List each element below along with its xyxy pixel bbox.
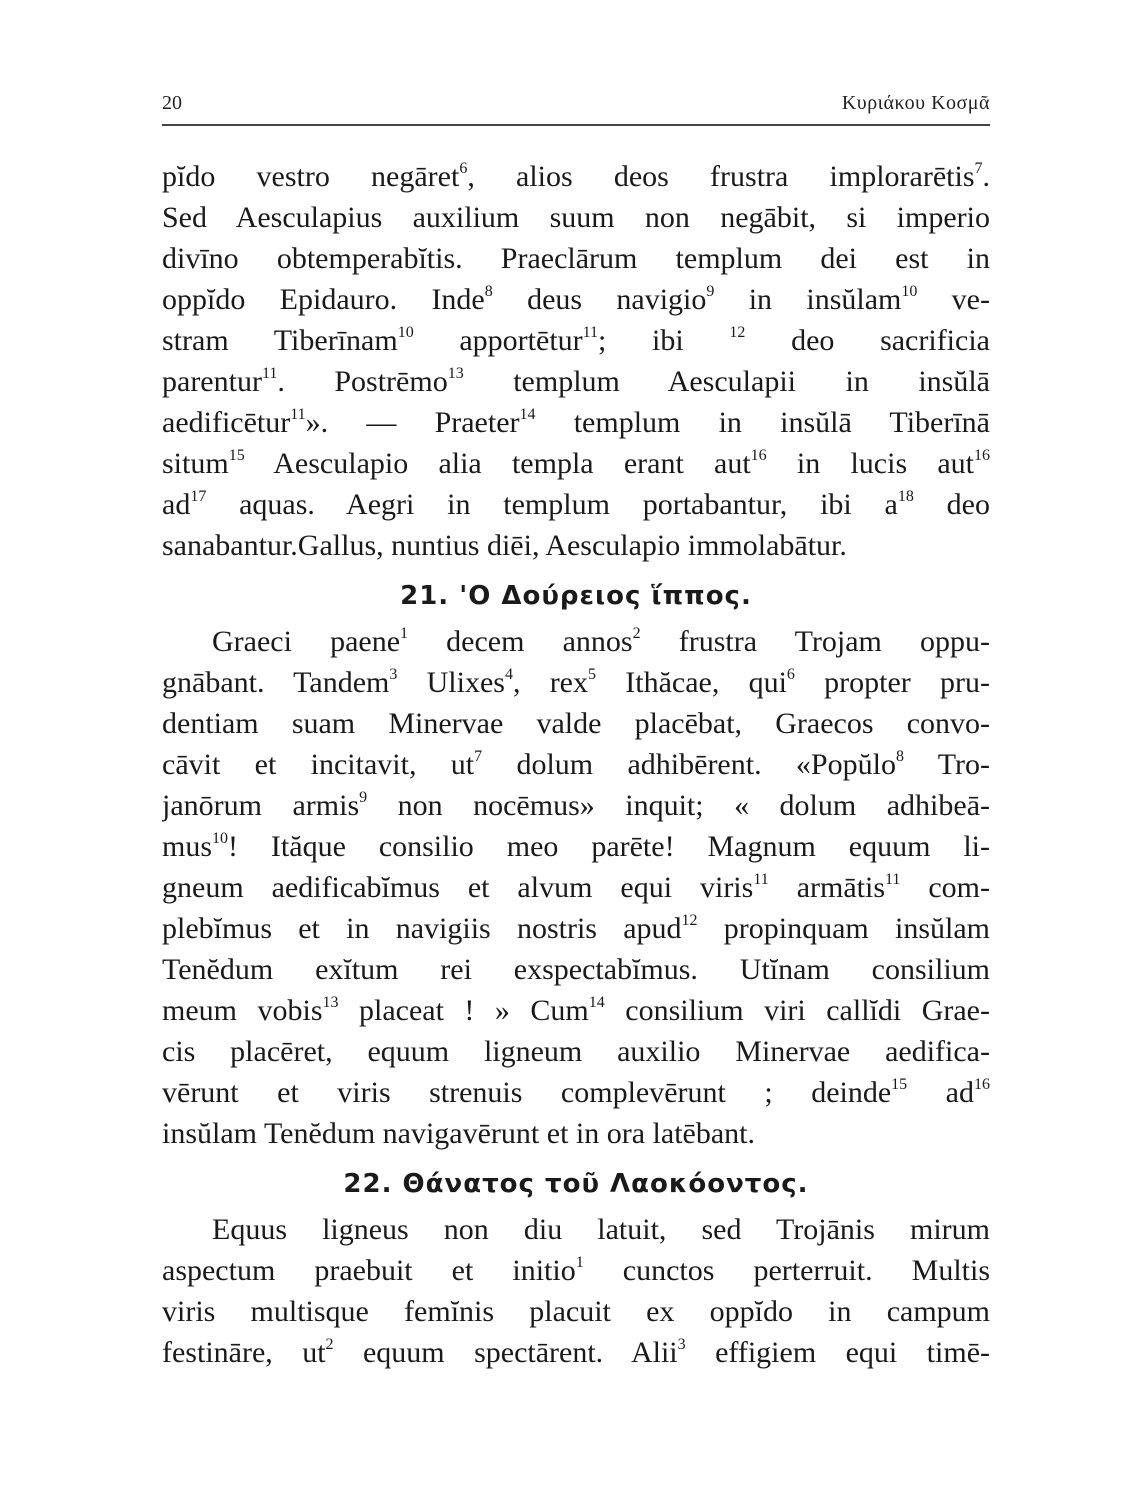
text-line — [162, 443, 990, 484]
text-run: Ithăcae, qui — [596, 666, 787, 699]
footnote-ref: 11 — [885, 871, 901, 888]
text-run: cunctos perterruit. Multis — [583, 1254, 990, 1287]
footnote-ref: 9 — [706, 283, 715, 300]
text-line — [162, 279, 990, 320]
footnote-ref: 11 — [753, 871, 769, 888]
text-run: ad — [907, 1076, 974, 1109]
text-run: dolum adhibērent. «Popŭlo — [482, 748, 896, 781]
text-line — [162, 1209, 990, 1250]
footnote-ref: 13 — [322, 994, 339, 1011]
text-run: , alios deos frustra implorarētis — [467, 160, 975, 193]
footnote-ref: 6 — [786, 666, 795, 683]
text-run: sanabantur.Gallus, nuntius diēi, Aesculapio immolabātur. — [162, 529, 847, 562]
text-run: deo — [913, 488, 990, 521]
text-run: equum spectārent. Alii — [333, 1336, 678, 1369]
text-line — [162, 402, 990, 443]
text-run: mus — [162, 830, 213, 863]
text-line — [162, 238, 990, 279]
text-run: cāvit et incitavit, ut — [162, 748, 475, 781]
body-text — [162, 156, 990, 1373]
text-run: frustra Trojam oppu- — [640, 625, 990, 658]
text-run: ; ibi — [598, 324, 730, 357]
text-run: insŭlam Tenĕdum navigavērunt et in ora latēbant. — [162, 1117, 755, 1150]
text-line — [162, 990, 990, 1031]
text-run: Tenĕdum exĭtum rei exspectabĭmus. Utĭnam consilium — [162, 953, 990, 986]
footnote-ref: 1 — [400, 625, 409, 642]
text-line — [162, 197, 990, 238]
text-run: Graeci paene — [212, 625, 401, 658]
text-run: stram Tiberīnam — [162, 324, 398, 357]
text-line — [162, 484, 990, 525]
footnote-ref: 10 — [397, 324, 414, 341]
text-run: plebĭmus et in navigiis nostris apud — [162, 912, 682, 945]
header-rule — [162, 124, 990, 126]
text-line — [162, 1291, 990, 1332]
running-header — [162, 92, 990, 118]
footnote-ref: 18 — [897, 488, 914, 505]
text-line — [162, 1072, 990, 1113]
text-run: com- — [900, 871, 990, 904]
text-run: aedificētur — [162, 406, 291, 439]
text-run: deo sacrificia — [745, 324, 990, 357]
page-number: 20 — [162, 92, 182, 114]
text-run: Equus ligneus non diu latuit, sed Trojānis mirum — [212, 1213, 990, 1246]
section-title: 21. 'Ο Δούρειος ἵππος. — [400, 581, 752, 611]
text-run: . — [982, 160, 990, 193]
text-line — [162, 525, 990, 566]
text-run: janōrum armis — [162, 789, 360, 822]
text-run: Tro- — [903, 748, 990, 781]
footnote-ref: 9 — [359, 789, 368, 806]
footnote-ref: 2 — [325, 1336, 334, 1353]
text-run: templum Aesculapii in insŭlā — [463, 365, 990, 398]
text-run: aquas. Aegri in templum portabantur, ibi a — [206, 488, 898, 521]
footnote-ref: 17 — [190, 488, 207, 505]
footnote-ref: 7 — [974, 160, 983, 177]
text-run: vērunt et viris strenuis complevērunt ; deinde — [162, 1076, 892, 1109]
text-run: propinquam insŭlam — [697, 912, 990, 945]
text-line — [162, 744, 990, 785]
text-run: Ulixes — [397, 666, 505, 699]
text-run: effigiem equi timē- — [685, 1336, 990, 1369]
text-run: oppĭdo Epidauro. Inde — [162, 283, 485, 316]
text-run: ». — Praeter — [305, 406, 520, 439]
text-run: gneum aedificabĭmus et alvum equi viris — [162, 871, 754, 904]
text-run: armātis — [768, 871, 885, 904]
text-line — [162, 867, 990, 908]
text-run: Aesculapio alia templa erant aut — [244, 447, 751, 480]
footnote-ref: 10 — [212, 830, 229, 847]
text-run: pĭdo vestro negāret — [162, 160, 460, 193]
footnote-ref: 1 — [575, 1254, 584, 1271]
footnote-ref: 7 — [474, 748, 483, 765]
footnote-ref: 3 — [389, 666, 398, 683]
text-run: cis placēret, equum ligneum auxilio Minervae aedifica- — [162, 1035, 990, 1068]
text-run: ve- — [917, 283, 990, 316]
text-run: situm — [162, 447, 229, 480]
text-line — [162, 1113, 990, 1154]
footnote-ref: 14 — [519, 406, 536, 423]
text-run: non nocēmus» inquit; « dolum adhibeā- — [367, 789, 990, 822]
text-run: gnābant. Tandem — [162, 666, 390, 699]
footnote-ref: 16 — [750, 447, 767, 464]
text-run: deus navigio — [492, 283, 707, 316]
text-run: templum in insŭlā Tiberīnā — [535, 406, 990, 439]
text-run: placeat ! » Cum — [338, 994, 589, 1027]
text-run: consilium viri callĭdi Grae- — [604, 994, 990, 1027]
footnote-ref: 15 — [228, 447, 245, 464]
text-run: dentiam suam Minervae valde placēbat, Graecos convo- — [162, 707, 990, 740]
text-run: viris multisque femĭnis placuit ex oppĭdo in campum — [162, 1295, 990, 1328]
footnote-ref: 11 — [290, 406, 306, 423]
text-run: in insŭlam — [714, 283, 902, 316]
footnote-ref: 15 — [891, 1076, 908, 1093]
text-line — [162, 703, 990, 744]
text-line — [162, 826, 990, 867]
text-line — [162, 361, 990, 402]
text-line — [162, 785, 990, 826]
text-run: divīno obtemperabĭtis. Praeclārum templum dei est in — [162, 242, 990, 275]
text-run: festināre, ut — [162, 1336, 326, 1369]
footnote-ref: 3 — [677, 1336, 686, 1353]
text-run: in lucis aut — [766, 447, 974, 480]
text-line — [162, 949, 990, 990]
footnote-ref: 14 — [588, 994, 605, 1011]
text-run: ! Ităque consilio meo parēte! Magnum equum li- — [228, 830, 990, 863]
footnote-ref: 6 — [459, 160, 468, 177]
text-line — [162, 1250, 990, 1291]
footnote-ref: 16 — [974, 447, 990, 464]
text-run: decem annos — [408, 625, 633, 658]
text-run: . Postrēmo — [277, 365, 448, 398]
footnote-ref: 2 — [632, 625, 641, 642]
footnote-ref: 12 — [681, 912, 698, 929]
text-line — [162, 662, 990, 703]
text-run: ad — [162, 488, 191, 521]
text-run: parentur — [162, 365, 262, 398]
text-line — [162, 908, 990, 949]
text-line — [162, 621, 990, 662]
footnote-ref: 8 — [484, 283, 493, 300]
text-line — [162, 1332, 990, 1373]
section-title: 22. Θάνατος τοῦ Λαοκόοντος. — [343, 1169, 809, 1199]
footnote-ref: 4 — [504, 666, 513, 683]
footnote-ref: 8 — [895, 748, 904, 765]
footnote-ref: 11 — [582, 324, 599, 341]
footnote-ref: 12 — [729, 324, 746, 341]
footnote-ref: 13 — [447, 365, 464, 382]
text-run: Sed Aesculapius auxilium suum non negābit, si imperio — [162, 201, 990, 234]
text-run: aspectum praebuit et initio — [162, 1254, 576, 1287]
text-line — [162, 320, 990, 361]
text-run: apportētur — [413, 324, 583, 357]
page — [162, 92, 990, 1369]
text-line — [162, 1031, 990, 1072]
text-line — [162, 156, 990, 197]
footnote-ref: 11 — [261, 365, 278, 382]
footnote-ref: 16 — [973, 1076, 990, 1093]
running-head-author: Κυριάκου Κοσμᾶ — [841, 92, 990, 114]
text-run: propter pru- — [794, 666, 990, 699]
text-run: meum vobis — [162, 994, 323, 1027]
footnote-ref: 5 — [588, 666, 596, 683]
text-run: , rex — [512, 666, 588, 699]
footnote-ref: 10 — [901, 283, 918, 300]
